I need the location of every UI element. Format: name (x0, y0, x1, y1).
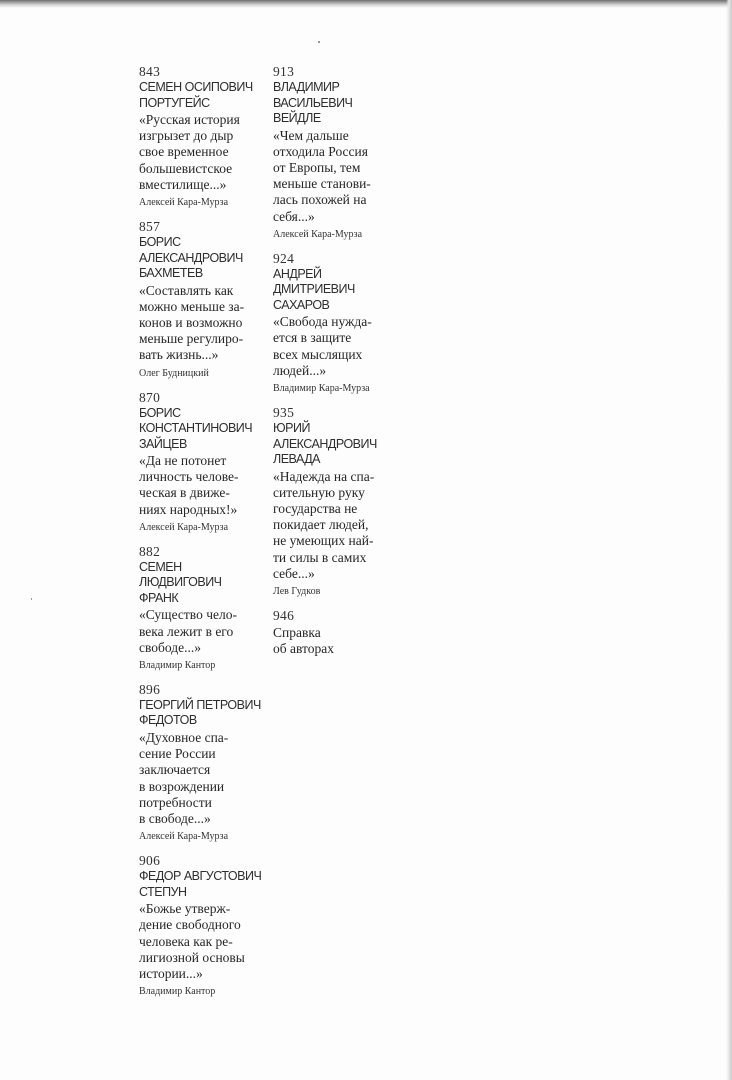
quote: «Да не потонет личность челове- ческая в движе- ниях народных!» (139, 453, 239, 517)
person-name: БОРИС КОНСТАНТИНОВИЧ ЗАЙЦЕВ (139, 405, 253, 451)
essay-author: Алексей Кара-Мурза (139, 831, 229, 843)
person-name: СЕМЕН ОСИПОВИЧ ПОРТУГЕЙС (139, 80, 253, 110)
toc-column-right (273, 64, 403, 667)
scan-speck (31, 598, 32, 600)
toc-entry (139, 219, 264, 380)
quote: «Существо чело- века лежит в его свободе...» (139, 607, 237, 655)
page-number: 906 (139, 853, 161, 869)
essay-author: Алексей Кара-Мурза (273, 228, 363, 240)
toc-entry (139, 544, 264, 672)
quote: «Божье утверж- дение свободного человека как ре- лигиозной основы истории...» (139, 901, 245, 981)
quote: «Чем дальше отходила Россия от Европы, тем меньше станови- лась похожей на себя...» (273, 127, 371, 224)
quote: «Надежда на спа- сительную руку государства не покидает людей, не умеющих най- ти силы в самих себе...» (273, 468, 375, 581)
person-name: ГЕОРГИЙ ПЕТРОВИЧ ФЕДОТОВ (139, 697, 261, 728)
scan-edge-top (0, 0, 732, 8)
toc-entry (139, 682, 264, 843)
quote: «Свобода нужда- ется в защите всех мыслящих людей...» (273, 314, 372, 378)
toc-entry (273, 608, 403, 657)
page-number: 935 (273, 405, 295, 421)
person-name: СЕМЕН ЛЮДВИГОВИЧ ФРАНК (139, 559, 222, 605)
page-number: 857 (139, 219, 161, 235)
toc-column-left (139, 64, 264, 1008)
page-number: 896 (139, 681, 161, 697)
essay-author: Владимир Кантор (139, 659, 216, 671)
page-number: 882 (139, 543, 161, 559)
essay-author: Владимир Кара-Мурза (273, 383, 370, 395)
toc-entry (273, 251, 403, 395)
essay-author: Алексей Кара-Мурза (139, 197, 229, 209)
essay-author: Алексей Кара-Мурза (139, 521, 229, 533)
quote: «Духовное спа- сение России заключается в возрождении потребности в свободе...» (139, 729, 229, 826)
person-name: БОРИС АЛЕКСАНДРОВИЧ БАХМЕТЕВ (139, 235, 243, 281)
person-name: ЮРИЙ АЛЕКСАНДРОВИЧ ЛЕВАДА (273, 421, 377, 467)
page-number: 924 (273, 250, 295, 266)
person-name: ВЛАДИМИР ВАСИЛЬЕВИЧ ВЕЙДЛЕ (273, 80, 353, 125)
essay-author: Олег Будницкий (139, 367, 209, 379)
toc-entry (139, 853, 264, 998)
page-number: 946 (273, 607, 295, 623)
toc-entry (273, 64, 403, 241)
person-name: АНДРЕЙ ДМИТРИЕВИЧ САХАРОВ (273, 266, 355, 312)
toc-entry (139, 64, 264, 209)
page-number: 843 (139, 64, 161, 79)
essay-author: Лев Гудков (273, 585, 321, 597)
appendix-title: Справка об авторах (273, 624, 334, 657)
scan-speck (318, 41, 320, 43)
quote: «Русская история изгрызет до дыр свое временное большевистское вместилище...» (139, 112, 240, 192)
quote: «Составлять как можно меньше за- конов и возможно меньше регулиро- вать жизнь...» (139, 282, 245, 363)
page-number: 870 (139, 389, 161, 405)
toc-entry (273, 405, 403, 598)
person-name: ФЕДОР АВГУСТОВИЧ СТЕПУН (139, 869, 262, 899)
page-number: 913 (273, 64, 295, 79)
toc-entry (139, 390, 264, 534)
scan-edge-right (726, 0, 732, 1080)
essay-author: Владимир Кантор (139, 986, 216, 998)
